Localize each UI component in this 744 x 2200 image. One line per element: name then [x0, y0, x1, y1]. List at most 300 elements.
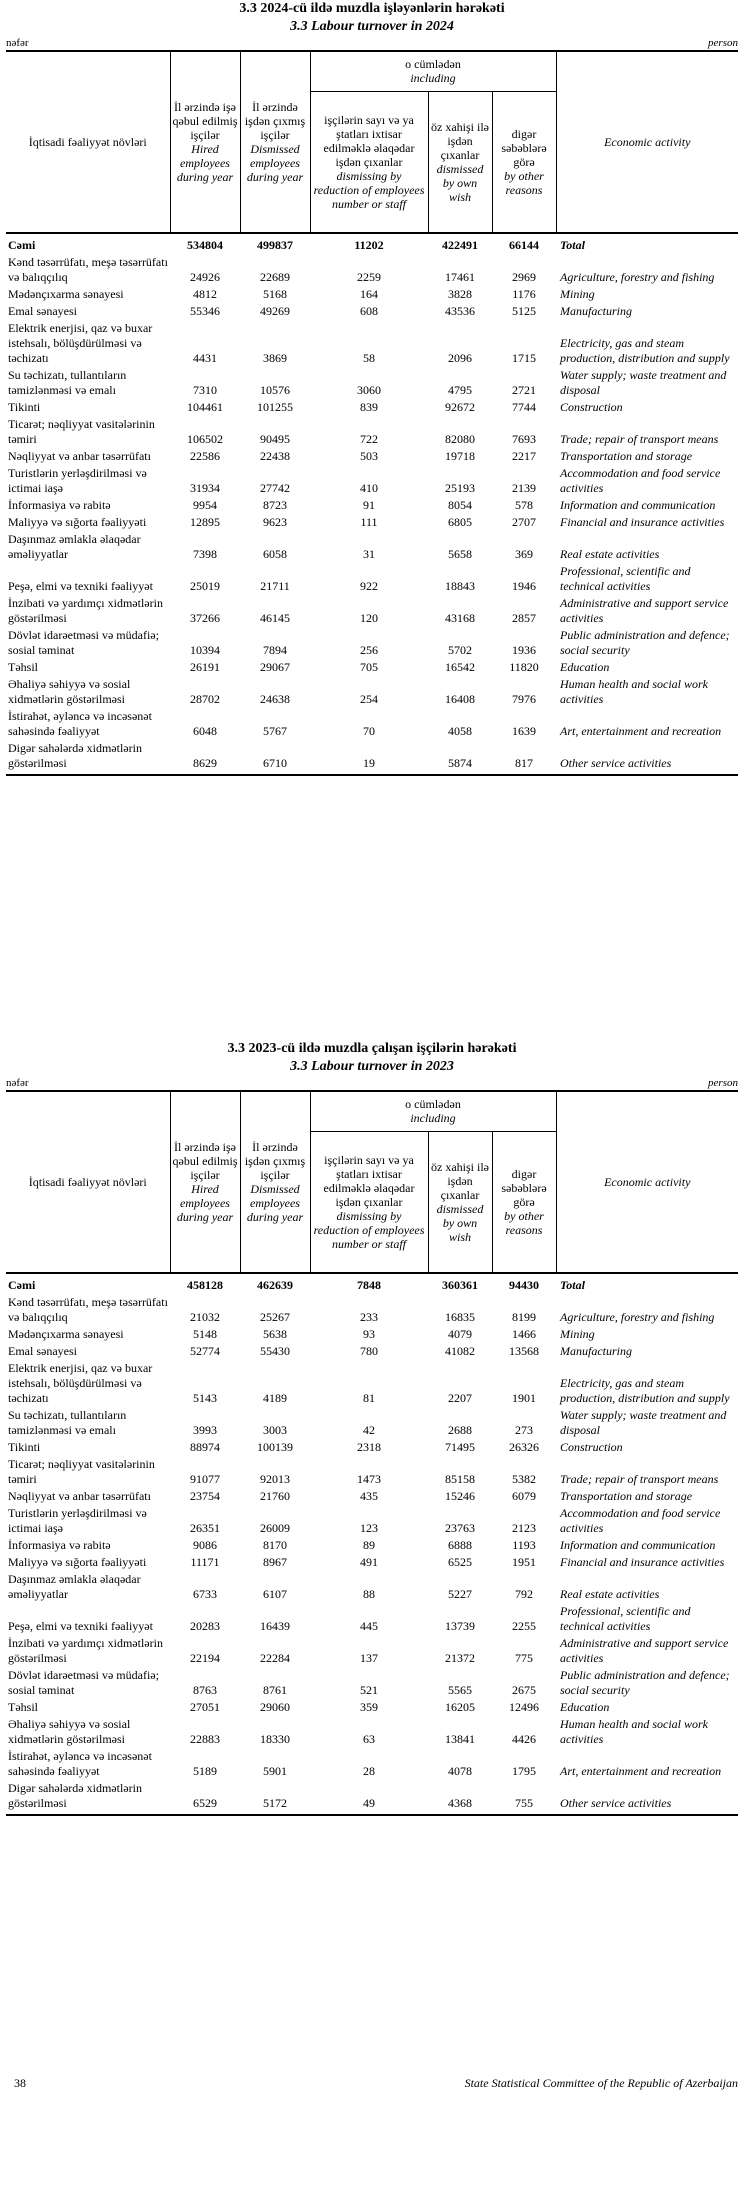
hired-value: 22194	[190, 1651, 220, 1665]
hired-value: 6733	[193, 1587, 217, 1601]
own-wish-value: 4079	[448, 1327, 472, 1341]
other-reasons-value: 369	[515, 547, 533, 561]
dismissed-value: 9623	[263, 515, 287, 529]
dismissed-value: 49269	[260, 304, 290, 318]
dismissed-value: 22438	[260, 449, 290, 463]
reduction-value: 70	[363, 724, 375, 738]
activity-name-en: Agriculture, forestry and fishing	[560, 270, 715, 284]
activity-name-az: İnzibati və yardımçı xidmətlərin göstərilməsi	[8, 596, 163, 625]
table-row	[6, 1505, 738, 1537]
reduction-value: 19	[310, 740, 428, 775]
reduction-value: 137	[360, 1651, 378, 1665]
own-wish-value: 19718	[445, 449, 475, 463]
hired-value: 3993	[193, 1423, 217, 1437]
table-row	[6, 1780, 738, 1815]
activity-name-az: Daşınmaz əmlakla əlaqədar əməliyyatlar	[8, 532, 141, 561]
header-own-wish: öz xahişi ilə işdən çıxanlar dismissed by own wish	[428, 91, 492, 233]
hired-value: 55346	[190, 304, 220, 318]
activity-name-en: Other service activities	[556, 1780, 738, 1815]
table-row	[6, 497, 738, 514]
other-reasons-value: 11820	[509, 660, 539, 674]
other-reasons-value: 1193	[512, 1538, 536, 1552]
activity-name-az: Maliyyə və sığorta fəaliyyəti	[8, 515, 147, 529]
other-reasons-value: 1951	[512, 1555, 536, 1569]
activity-name-az: Emal sənayesi	[8, 304, 77, 318]
table-total-row	[6, 233, 738, 254]
table-row	[6, 465, 738, 497]
activity-name-en: Manufacturing	[560, 1344, 632, 1358]
own-wish-value: 5874	[428, 740, 492, 775]
own-wish-value: 13841	[445, 1732, 475, 1746]
dismissed-value: 8170	[263, 1538, 287, 1552]
reduction-value: 359	[360, 1700, 378, 1714]
hired-value: 22586	[190, 449, 220, 463]
hired-value: 6529	[170, 1780, 240, 1815]
table-body-2024	[6, 233, 738, 775]
table-row	[6, 320, 738, 367]
activity-name-az: Kənd təsərrüfatı, meşə təsərrüfatı və balıqçılıq	[8, 255, 168, 284]
dismissed-value: 5172	[240, 1780, 310, 1815]
table-row	[6, 1667, 738, 1699]
labour-turnover-table	[6, 50, 738, 776]
table-row	[6, 1294, 738, 1326]
hired-value: 9954	[193, 498, 217, 512]
own-wish-value: 422491	[442, 238, 478, 252]
dismissed-value: 29067	[260, 660, 290, 674]
dismissed-value: 21760	[260, 1489, 290, 1503]
reduction-value: 2318	[357, 1440, 381, 1454]
activity-name-en: Trade; repair of transport means	[560, 1472, 719, 1486]
own-wish-value: 13739	[445, 1619, 475, 1633]
activity-name-az: Nəqliyyat və anbar təsərrüfatı	[8, 1489, 151, 1503]
dismissed-value: 3869	[263, 351, 287, 365]
activity-name-az: Digər sahələrdə xidmətlərin göstərilməsi	[6, 740, 170, 775]
activity-name-en: Financial and insurance activities	[560, 515, 725, 529]
reduction-value: 42	[363, 1423, 375, 1437]
other-reasons-value: 2139	[512, 481, 536, 495]
dismissed-value: 4189	[263, 1391, 287, 1405]
table-row	[6, 740, 738, 775]
own-wish-value: 4058	[448, 724, 472, 738]
header-hired: İl ərzində işə qəbul edilmiş işçilər Hired employees during year	[170, 1091, 240, 1273]
hired-value: 8763	[193, 1683, 217, 1697]
activity-name-az: Digər sahələrdə xidmətlərin göstərilməsi	[6, 1780, 170, 1815]
activity-name-en: Transportation and storage	[560, 1489, 693, 1503]
table-row	[6, 1554, 738, 1571]
dismissed-value: 10576	[260, 383, 290, 397]
own-wish-value: 18843	[445, 579, 475, 593]
publisher-name: State Statistical Committee of the Republic of Azerbaijan	[464, 2076, 738, 2090]
activity-name-az: Tikinti	[8, 1440, 41, 1454]
activity-name-en: Agriculture, forestry and fishing	[560, 1310, 715, 1324]
reduction-value: 608	[360, 304, 378, 318]
table-row	[6, 286, 738, 303]
other-reasons-value: 12496	[509, 1700, 539, 1714]
other-reasons-value: 578	[515, 498, 533, 512]
activity-name-en: Art, entertainment and recreation	[560, 724, 722, 738]
activity-name-az: Su təchizatı, tullantıların təmizlənməsi və emalı	[8, 368, 127, 397]
activity-name-en: Public administration and defence; social security	[560, 628, 730, 657]
activity-name-en: Electricity, gas and steam production, distribution and supply	[560, 336, 730, 365]
own-wish-value: 3828	[448, 287, 472, 301]
reduction-value: 111	[360, 515, 378, 529]
other-reasons-value: 66144	[509, 238, 539, 252]
reduction-value: 922	[360, 579, 378, 593]
table-row	[6, 1537, 738, 1554]
reduction-value: 839	[360, 400, 378, 414]
activity-name-az: Maliyyə və sığorta fəaliyyəti	[8, 1555, 147, 1569]
other-reasons-value: 1936	[512, 643, 536, 657]
reduction-value: 93	[363, 1327, 375, 1341]
other-reasons-value: 2123	[512, 1521, 536, 1535]
activity-name-en: Information and communication	[560, 498, 716, 512]
reduction-value: 705	[360, 660, 378, 674]
activity-name-az: Elektrik enerjisi, qaz və buxar istehsalı, bölüşdürülməsi və təchizatı	[8, 321, 153, 365]
reduction-value: 410	[360, 481, 378, 495]
activity-name-en: Information and communication	[560, 1538, 716, 1552]
hired-value: 11171	[190, 1555, 220, 1569]
own-wish-value: 6888	[448, 1538, 472, 1552]
reduction-value: 63	[363, 1732, 375, 1746]
hired-value: 37266	[190, 611, 220, 625]
reduction-value: 445	[360, 1619, 378, 1633]
other-reasons-value: 1901	[512, 1391, 536, 1405]
other-reasons-value: 7693	[512, 432, 536, 446]
table-row	[6, 1439, 738, 1456]
table-row	[6, 563, 738, 595]
table-row	[6, 1360, 738, 1407]
dismissed-value: 21711	[260, 579, 290, 593]
header-dismissed: İl ərzində işdən çıxmış işçilər Dismissed employees during year	[240, 1091, 310, 1273]
table-row	[6, 254, 738, 286]
dismissed-value: 8723	[263, 498, 287, 512]
other-reasons-value: 1946	[512, 579, 536, 593]
table-row	[6, 1716, 738, 1748]
header-dismissed: İl ərzində işdən çıxmış işçilər Dismissed employees during year	[240, 51, 310, 233]
reduction-value: 491	[360, 1555, 378, 1569]
header-activity-en: Economic activity	[556, 1091, 738, 1273]
activity-name-en: Mining	[560, 287, 595, 301]
table-row	[6, 708, 738, 740]
activity-name-az: Cəmi	[8, 1278, 36, 1292]
other-reasons-value: 4426	[512, 1732, 536, 1746]
hired-value: 88974	[190, 1440, 220, 1454]
table-row	[6, 595, 738, 627]
hired-value: 5143	[193, 1391, 217, 1405]
reduction-value: 88	[363, 1587, 375, 1601]
other-reasons-value: 1639	[512, 724, 536, 738]
other-reasons-value: 2707	[512, 515, 536, 529]
table-total-row	[6, 1273, 738, 1294]
dismissed-value: 22689	[260, 270, 290, 284]
reduction-value: 164	[360, 287, 378, 301]
reduction-value: 3060	[357, 383, 381, 397]
page-footer	[14, 2076, 738, 2092]
dismissed-value: 22284	[260, 1651, 290, 1665]
hired-value: 5189	[193, 1764, 217, 1778]
activity-name-en: Total	[560, 1278, 585, 1292]
hired-value: 5148	[193, 1327, 217, 1341]
own-wish-value: 43536	[445, 304, 475, 318]
header-including: o cümlədən including	[310, 1091, 556, 1131]
reduction-value: 722	[360, 432, 378, 446]
reduction-value: 28	[363, 1764, 375, 1778]
activity-name-en: Real estate activities	[560, 1587, 660, 1601]
other-reasons-value: 755	[492, 1780, 556, 1815]
reduction-value: 521	[360, 1683, 378, 1697]
activity-name-en: Professional, scientific and technical activities	[560, 1604, 691, 1633]
activity-name-en: Total	[560, 238, 585, 252]
own-wish-value: 4368	[428, 1780, 492, 1815]
reduction-value: 123	[360, 1521, 378, 1535]
unit-label-az: nəfər	[6, 1077, 29, 1089]
other-reasons-value: 1466	[512, 1327, 536, 1341]
hired-value: 458128	[187, 1278, 223, 1292]
reduction-value: 233	[360, 1310, 378, 1324]
activity-name-az: Turistlərin yerləşdirilməsi və ictimai iaşə	[8, 1506, 147, 1535]
hired-value: 22883	[190, 1732, 220, 1746]
activity-name-az: Daşınmaz əmlakla əlaqədar əməliyyatlar	[8, 1572, 141, 1601]
other-reasons-value: 13568	[509, 1344, 539, 1358]
own-wish-value: 4078	[448, 1764, 472, 1778]
activity-name-az: Dövlət idarəetməsi və müdafiə; sosial təminat	[8, 1668, 159, 1697]
activity-name-az: Peşə, elmi və texniki fəaliyyət	[8, 579, 153, 593]
table-section-2023	[6, 1040, 738, 1816]
unit-label-az: nəfər	[6, 37, 29, 49]
dismissed-value: 499837	[257, 238, 293, 252]
dismissed-value: 6710	[240, 740, 310, 775]
other-reasons-value: 1176	[512, 287, 536, 301]
activity-name-az: Təhsil	[8, 1700, 38, 1714]
table-row	[6, 531, 738, 563]
reduction-value: 11202	[354, 238, 384, 252]
activity-name-az: Su təchizatı, tullantıların təmizlənməsi və emalı	[8, 1408, 127, 1437]
hired-value: 10394	[190, 643, 220, 657]
hired-value: 4812	[193, 287, 217, 301]
activity-name-az: İstirahət, əyləncə və incəsənət sahəsində fəaliyyət	[8, 709, 152, 738]
activity-name-en: Financial and insurance activities	[560, 1555, 725, 1569]
dismissed-value: 26009	[260, 1521, 290, 1535]
reduction-value: 435	[360, 1489, 378, 1503]
dismissed-value: 8967	[263, 1555, 287, 1569]
activity-name-az: İnzibati və yardımçı xidmətlərin göstərilməsi	[8, 1636, 163, 1665]
hired-value: 28702	[190, 692, 220, 706]
other-reasons-value: 817	[492, 740, 556, 775]
header-own-wish: öz xahişi ilə işdən çıxanlar dismissed by own wish	[428, 1131, 492, 1273]
own-wish-value: 8054	[448, 498, 472, 512]
hired-value: 534804	[187, 238, 223, 252]
activity-name-en: Real estate activities	[560, 547, 660, 561]
activity-name-en: Art, entertainment and recreation	[560, 1764, 722, 1778]
other-reasons-value: 2857	[512, 611, 536, 625]
other-reasons-value: 94430	[509, 1278, 539, 1292]
activity-name-az: Ticarət; nəqliyyat vasitələrinin təmiri	[8, 417, 155, 446]
hired-value: 25019	[190, 579, 220, 593]
hired-value: 12895	[190, 515, 220, 529]
dismissed-value: 101255	[257, 400, 293, 414]
reduction-value: 2259	[357, 270, 381, 284]
activity-name-az: Peşə, elmi və texniki fəaliyyət	[8, 1619, 153, 1633]
other-reasons-value: 2217	[512, 449, 536, 463]
reduction-value: 503	[360, 449, 378, 463]
reduction-value: 49	[310, 1780, 428, 1815]
table-row	[6, 367, 738, 399]
hired-value: 23754	[190, 1489, 220, 1503]
unit-row	[6, 36, 738, 50]
activity-name-en: Other service activities	[556, 740, 738, 775]
table-row	[6, 1571, 738, 1603]
hired-value: 91077	[190, 1472, 220, 1486]
activity-name-az: İnformasiya və rabitə	[8, 1538, 111, 1552]
activity-name-en: Transportation and storage	[560, 449, 693, 463]
table-row	[6, 1603, 738, 1635]
hired-value: 6048	[193, 724, 217, 738]
activity-name-az: Emal sənayesi	[8, 1344, 77, 1358]
dismissed-value: 3003	[263, 1423, 287, 1437]
table-section-2024	[6, 0, 738, 776]
table-row	[6, 1456, 738, 1488]
own-wish-value: 5565	[448, 1683, 472, 1697]
hired-value: 27051	[190, 1700, 220, 1714]
own-wish-value: 2096	[448, 351, 472, 365]
dismissed-value: 18330	[260, 1732, 290, 1746]
other-reasons-value: 8199	[512, 1310, 536, 1324]
reduction-value: 91	[363, 498, 375, 512]
own-wish-value: 5702	[448, 643, 472, 657]
dismissed-value: 100139	[257, 1440, 293, 1454]
reduction-value: 89	[363, 1538, 375, 1552]
header-other-reasons: digər səbəblərə görə by other reasons	[492, 1131, 556, 1273]
activity-name-az: Nəqliyyat və anbar təsərrüfatı	[8, 449, 151, 463]
other-reasons-value: 5382	[512, 1472, 536, 1486]
dismissed-value: 24638	[260, 692, 290, 706]
other-reasons-value: 1795	[512, 1764, 536, 1778]
reduction-value: 58	[363, 351, 375, 365]
own-wish-value: 25193	[445, 481, 475, 495]
header-activity-en: Economic activity	[556, 51, 738, 233]
reduction-value: 256	[360, 643, 378, 657]
hired-value: 8629	[170, 740, 240, 775]
dismissed-value: 55430	[260, 1344, 290, 1358]
dismissed-value: 8761	[263, 1683, 287, 1697]
header-activity-az: İqtisadi fəaliyyət növləri	[6, 51, 170, 233]
header-activity-az: İqtisadi fəaliyyət növləri	[6, 1091, 170, 1273]
activity-name-en: Water supply; waste treatment and disposal	[560, 368, 727, 397]
table-row	[6, 1326, 738, 1343]
dismissed-value: 6107	[263, 1587, 287, 1601]
table-row	[6, 1635, 738, 1667]
activity-name-az: İstirahət, əyləncə və incəsənət sahəsində fəaliyyət	[8, 1749, 152, 1778]
hired-value: 7310	[193, 383, 217, 397]
reduction-value: 31	[363, 547, 375, 561]
reduction-value: 1473	[357, 1472, 381, 1486]
hired-value: 21032	[190, 1310, 220, 1324]
dismissed-value: 5168	[263, 287, 287, 301]
table-row	[6, 448, 738, 465]
own-wish-value: 15246	[445, 1489, 475, 1503]
dismissed-value: 46145	[260, 611, 290, 625]
dismissed-value: 25267	[260, 1310, 290, 1324]
own-wish-value: 82080	[445, 432, 475, 446]
activity-name-en: Construction	[560, 1440, 623, 1454]
own-wish-value: 16542	[445, 660, 475, 674]
dismissed-value: 16439	[260, 1619, 290, 1633]
own-wish-value: 4795	[448, 383, 472, 397]
header-other-reasons: digər səbəblərə görə by other reasons	[492, 91, 556, 233]
dismissed-value: 5767	[263, 724, 287, 738]
own-wish-value: 21372	[445, 1651, 475, 1665]
dismissed-value: 92013	[260, 1472, 290, 1486]
activity-name-az: Ticarət; nəqliyyat vasitələrinin təmiri	[8, 1457, 155, 1486]
own-wish-value: 17461	[445, 270, 475, 284]
hired-value: 7398	[193, 547, 217, 561]
other-reasons-value: 775	[515, 1651, 533, 1665]
activity-name-az: İnformasiya və rabitə	[8, 498, 111, 512]
own-wish-value: 41082	[445, 1344, 475, 1358]
activity-name-az: Kənd təsərrüfatı, meşə təsərrüfatı və balıqçılıq	[8, 1295, 168, 1324]
activity-name-en: Human health and social work activities	[560, 677, 708, 706]
header-reduction: işçilərin sayı və ya ştatları ixtisar edilməklə əlaqədar işdən çıxanlar dismissing by reduction of employees number or staff	[310, 91, 428, 233]
other-reasons-value: 273	[515, 1423, 533, 1437]
reduction-value: 254	[360, 692, 378, 706]
own-wish-value: 23763	[445, 1521, 475, 1535]
table-row	[6, 416, 738, 448]
own-wish-value: 92672	[445, 400, 475, 414]
table-row	[6, 1343, 738, 1360]
own-wish-value: 16205	[445, 1700, 475, 1714]
dismissed-value: 7894	[263, 643, 287, 657]
other-reasons-value: 792	[515, 1587, 533, 1601]
activity-name-az: Cəmi	[8, 238, 36, 252]
table-row	[6, 1407, 738, 1439]
reduction-value: 120	[360, 611, 378, 625]
hired-value: 104461	[187, 400, 223, 414]
activity-name-az: Dövlət idarəetməsi və müdafiə; sosial təminat	[8, 628, 159, 657]
header-reduction: işçilərin sayı və ya ştatları ixtisar edilməklə əlaqədar işdən çıxanlar dismissing by reduction of employees number or staff	[310, 1131, 428, 1273]
unit-label-en: person	[708, 1077, 738, 1089]
table-row	[6, 303, 738, 320]
hired-value: 106502	[187, 432, 223, 446]
hired-value: 4431	[193, 351, 217, 365]
activity-name-en: Administrative and support service activities	[560, 1636, 729, 1665]
dismissed-value: 5638	[263, 1327, 287, 1341]
page-number: 38	[14, 2076, 26, 2090]
activity-name-az: Elektrik enerjisi, qaz və buxar istehsalı, bölüşdürülməsi və təchizatı	[8, 1361, 153, 1405]
activity-name-en: Trade; repair of transport means	[560, 432, 719, 446]
table-row	[6, 1488, 738, 1505]
activity-name-en: Mining	[560, 1327, 595, 1341]
own-wish-value: 85158	[445, 1472, 475, 1486]
own-wish-value: 43168	[445, 611, 475, 625]
hired-value: 26191	[190, 660, 220, 674]
own-wish-value: 16408	[445, 692, 475, 706]
dismissed-value: 6058	[263, 547, 287, 561]
hired-value: 9086	[193, 1538, 217, 1552]
activity-name-az: Əhaliyə səhiyyə və sosial xidmətlərin göstərilməsi	[8, 677, 131, 706]
table-title-en: 3.3 Labour turnover in 2024	[290, 19, 454, 34]
activity-name-az: Turistlərin yerləşdirilməsi və ictimai iaşə	[8, 466, 147, 495]
activity-name-az: Mədənçıxarma sənayesi	[8, 1327, 124, 1341]
other-reasons-value: 2675	[512, 1683, 536, 1697]
hired-value: 20283	[190, 1619, 220, 1633]
other-reasons-value: 26326	[509, 1440, 539, 1454]
own-wish-value: 360361	[442, 1278, 478, 1292]
table-row	[6, 399, 738, 416]
own-wish-value: 5658	[448, 547, 472, 561]
activity-name-az: Əhaliyə səhiyyə və sosial xidmətlərin göstərilməsi	[8, 1717, 131, 1746]
table-row	[6, 514, 738, 531]
header-including: o cümlədən including	[310, 51, 556, 91]
